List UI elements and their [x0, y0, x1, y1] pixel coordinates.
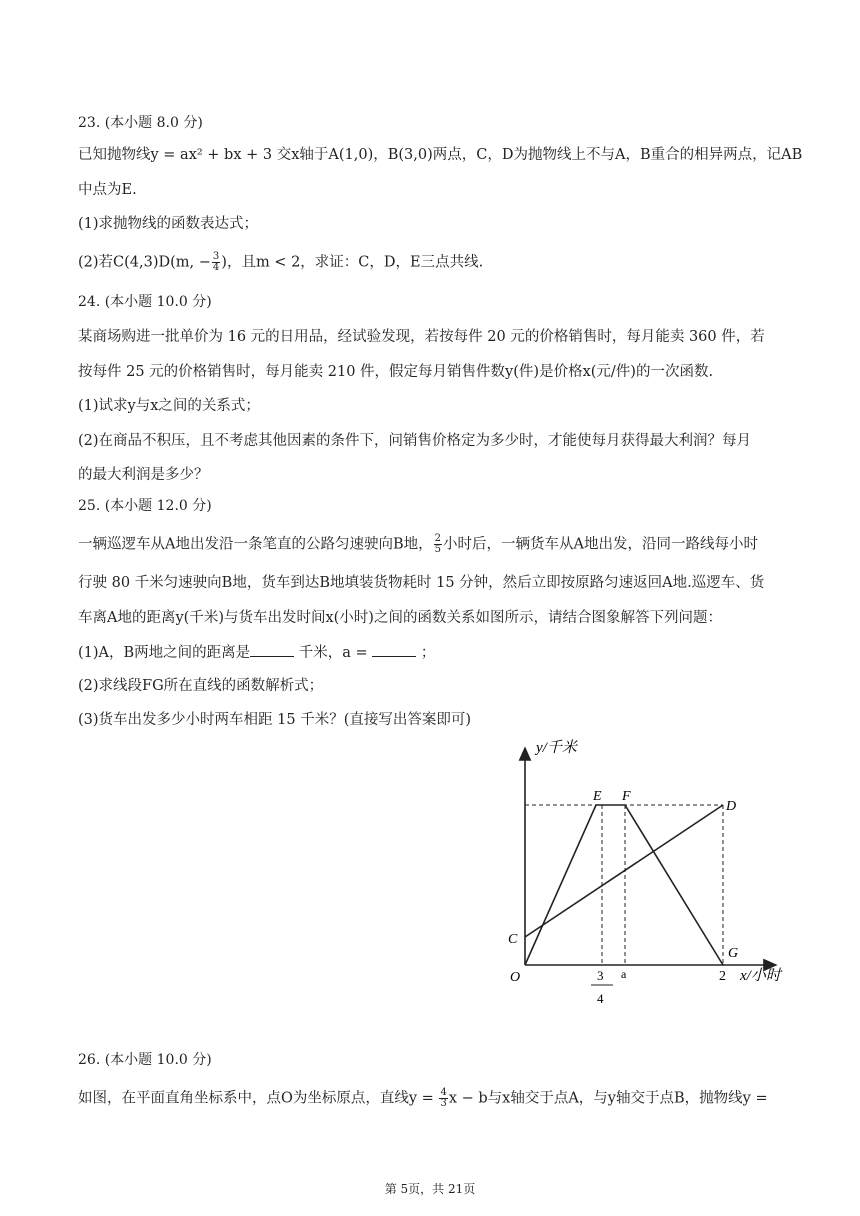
q25-part1-text-c: ；	[416, 645, 436, 661]
q24-stem-line1: 某商场购进一批单价为 16 元的日用品，经试验发现，若按每件 20 元的价格销售时，每月能卖 360 件，若	[78, 329, 765, 345]
frac-denominator: 5	[434, 544, 441, 555]
origin-label: O	[510, 970, 521, 985]
q23-part2-prefix: (2)若C(4,3)D(m, −	[78, 254, 211, 271]
q26-stem-part-a: 如图，在平面直角坐标系中，点O为坐标原点，直线y =	[78, 1090, 439, 1107]
q25-part1	[78, 642, 435, 663]
frac-denominator: 3	[440, 1098, 447, 1109]
answer-blank-a	[372, 642, 416, 657]
point-label-c: C	[508, 932, 518, 947]
q23-part2-suffix: )，且m < 2，求证：C，D，E三点共线.	[221, 254, 484, 271]
x-tick-fraction-denominator: 4	[597, 991, 604, 1006]
q25-stem-line2: 行驶 80 千米匀速驶向B地，货车到达B地填装货物耗时 15 分钟，然后立即按原路匀速返回A地.巡逻车、货	[78, 575, 765, 591]
q23-part1: (1)求抛物线的函数表达式；	[78, 216, 259, 232]
q24-header: 24. (本小题 10.0 分)	[78, 294, 212, 310]
x-tick-2: 2	[719, 969, 726, 984]
q23-stem-line2: 中点为E.	[78, 182, 137, 198]
point-label-g: G	[728, 946, 739, 961]
q25-stem-line1	[78, 534, 758, 555]
y-axis-label: y/千米	[536, 740, 577, 756]
frac-denominator: 4	[212, 262, 220, 273]
q25-stem-fraction	[434, 534, 442, 555]
x-axis-label: x/小时	[740, 968, 781, 984]
q23-part2	[78, 252, 483, 273]
q23-stem-line1: 已知抛物线y = ax² + bx + 3 交x轴于A(1,0)，B(3,0)两点，C，D为抛物线上不与A，B重合的相异两点，记AB	[78, 147, 803, 163]
x-tick-fraction-numerator: 3	[597, 968, 604, 983]
frac-numerator: 4	[440, 1087, 447, 1098]
q24-stem-line2: 按每件 25 元的价格销售时，每月能卖 210 件，假定每月销售件数y(件)是价格x(元/件)的一次函数.	[78, 364, 714, 380]
point-label-f: F	[622, 789, 631, 804]
q25-stem-part-a: 一辆巡逻车从A地出发沿一条笔直的公路匀速驶向B地，	[78, 536, 433, 553]
page-footer: 第 5页，共 21页	[384, 1182, 476, 1196]
q24-part2-line2: 的最大利润是多少？	[78, 467, 209, 483]
frac-numerator: 3	[212, 251, 220, 262]
q26-header: 26. (本小题 10.0 分)	[78, 1052, 212, 1068]
q26-stem-part-b: x − b与x轴交于点A，与y轴交于点B，抛物线y =	[448, 1090, 768, 1107]
q25-stem-line3: 车离A地的距离y(千米)与货车出发时间x(小时)之间的函数关系如图所示，请结合图象解答下列问题：	[78, 610, 722, 626]
q25-part1-text-b: 千米，a =	[294, 645, 373, 661]
truck-path-line	[525, 805, 723, 965]
point-label-d: D	[726, 799, 737, 814]
q25-part2: (2)求线段FG所在直线的函数解析式；	[78, 678, 324, 694]
answer-blank-distance	[250, 642, 294, 657]
q24-part1: (1)试求y与x之间的关系式；	[78, 398, 260, 414]
q26-stem	[78, 1088, 768, 1109]
distance-time-graph	[488, 730, 798, 1020]
point-label-e: E	[593, 789, 602, 804]
q23-part2-fraction	[212, 252, 220, 273]
q24-part2-line1: (2)在商品不积压，且不考虑其他因素的条件下，问销售价格定为多少时，才能使每月获得最大利润？每月	[78, 433, 752, 449]
x-tick-a: a	[621, 967, 627, 981]
q25-header: 25. (本小题 12.0 分)	[78, 498, 212, 514]
frac-numerator: 2	[434, 533, 441, 544]
q26-stem-fraction	[439, 1088, 447, 1109]
q25-part1-text-a: (1)A，B两地之间的距离是	[78, 645, 251, 661]
q23-header: 23. (本小题 8.0 分)	[78, 115, 203, 131]
q25-part3: (3)货车出发多少小时两车相距 15 千米？(直接写出答案即可)	[78, 712, 472, 728]
q25-stem-part-b: 小时后，一辆货车从A地出发，沿同一路线每小时	[443, 536, 758, 553]
